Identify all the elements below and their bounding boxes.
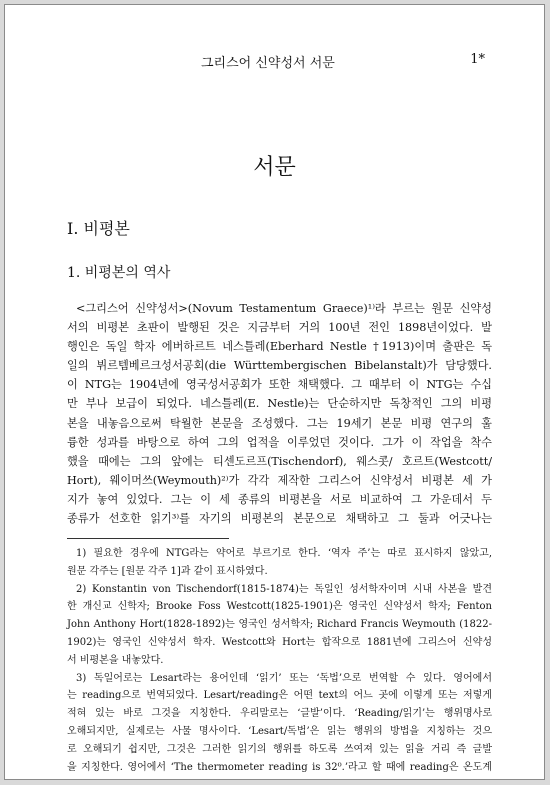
- footnote-line: 오해되지만, 실제로는 사물 명사이다. ‘Lesart/독법’은 읽는 행위의 방법을 지칭하는 것으: [67, 725, 492, 737]
- footnote-line: 로 오해되기 쉽지만, 그것은 그러한 읽기의 행위를 하도록 쓰여져 있는 읽을 거리 즉 글발: [67, 743, 492, 755]
- chapter-title: 서문: [253, 155, 296, 180]
- running-title: 그리스어 신약성서 서문: [201, 56, 335, 71]
- body-line: 지가 놓여 있었다. 그는 이 세 종류의 비평본을 서로 비교하여 그 가운데서 두: [67, 492, 492, 506]
- footnote-line: 는 reading으로 번역되었다. Lesart/reading은 어떤 text의 어느 곳에 이렇게 또는 저렇게: [67, 690, 492, 702]
- body-line: 종류가 선호한 읽기³⁾를 자기의 비평본의 본문으로 채택하고 그 둘과 어긋나는: [67, 512, 492, 526]
- body-text: [67, 299, 492, 528]
- body-line: 일의 뷔르템베르크성서공회(die Württembergischen Bibelanstalt)가 담당했다.: [67, 359, 492, 373]
- footnote-line: 적혀 있는 바로 그것을 지칭한다. 우리말로는 ‘글발’이다. ‘Reading/읽기’는 행위명사로: [67, 708, 492, 720]
- footnote-divider: [67, 538, 229, 539]
- running-header: [5, 52, 544, 71]
- body-line: 륭한 성과를 바탕으로 하여 그의 업적을 이루었던 것이다. 그가 이 작업을 착수: [67, 435, 492, 449]
- body-line: Hort), 웨이머쓰(Weymouth)²⁾가 각각 제작한 그리스어 신약성서 비평본 세 가: [67, 473, 492, 487]
- body-line: 이 NTG는 1904년에 영국성서공회가 또한 채택했다. 그 때부터 이 NTG는 수십: [67, 378, 492, 392]
- body-line: 만 부나 보급이 되었다. 네스틀레(E. Nestle)는 단순하지만 독창적인 그의 비평: [67, 397, 492, 411]
- book-page: [4, 4, 545, 780]
- footnote-line: 1) 필요한 경우에 NTG라는 약어로 부르기로 한다. ‘역자 주’는 따로 표시하지 않았고,: [76, 548, 492, 559]
- footnote-line: 을 지칭한다. 영어에서 ‘The thermometer reading is 32⁰.’라고 할 때에 reading은 온도계: [67, 761, 492, 773]
- footnote-line: 3) 독일어로는 Lesart라는 용어인데 ‘읽기’ 또는 ‘독법’으로 번역할 수 있다. 영어에서: [76, 672, 492, 684]
- page-number: 1*: [470, 52, 485, 67]
- subsection-heading: 1. 비평본의 역사: [67, 265, 171, 281]
- body-line: <그리스어 신약성서>(Novum Testamentum Graece)¹⁾라 부르는 원문 신약성: [76, 302, 492, 315]
- body-line: 행인은 독일 학자 에버하르트 네스틀레(Eberhard Nestle †1913)이며 출판은 독: [67, 340, 492, 354]
- body-line: 서의 비평본 초판이 발행된 것은 지금부터 거의 100년 전인 1898년이었다. 발: [67, 321, 492, 335]
- footnote-line: 서 비평본을 내놓았다.: [67, 654, 164, 666]
- body-line: 했을 때에는 그의 앞에는 티센도르프(Tischendorf), 웨스콧/ 호르트(Westcott/: [67, 454, 492, 468]
- footnote-line: 원문 각주는 [원문 각주 1]과 같이 표시하였다.: [67, 565, 268, 577]
- footnotes: [67, 545, 492, 776]
- footnote-line: 1902)는 영국인 신약성서 학자. Westcott와 Hort는 합작으로 1881년에 그리스어 신약성: [67, 636, 492, 648]
- footnote-line: 한 개신교 신학자; Brooke Foss Westcott(1825-1901)은 영국인 신약성서 학자; Fenton: [67, 601, 492, 613]
- body-line: 본을 내놓음으로써 탁월한 본문을 조성했다. 그는 19세기 본문 비평 연구의 훌: [67, 416, 492, 430]
- footnote-line: 2) Konstantin von Tischendorf(1815-1874)는 독일인 성서학자이며 시내 사본을 발견: [76, 583, 492, 595]
- section-heading: I. 비평본: [67, 219, 130, 238]
- footnote-line: John Anthony Hort(1828-1892)는 영국인 성서학자; Richard Francis Weymouth (1822-: [67, 619, 492, 631]
